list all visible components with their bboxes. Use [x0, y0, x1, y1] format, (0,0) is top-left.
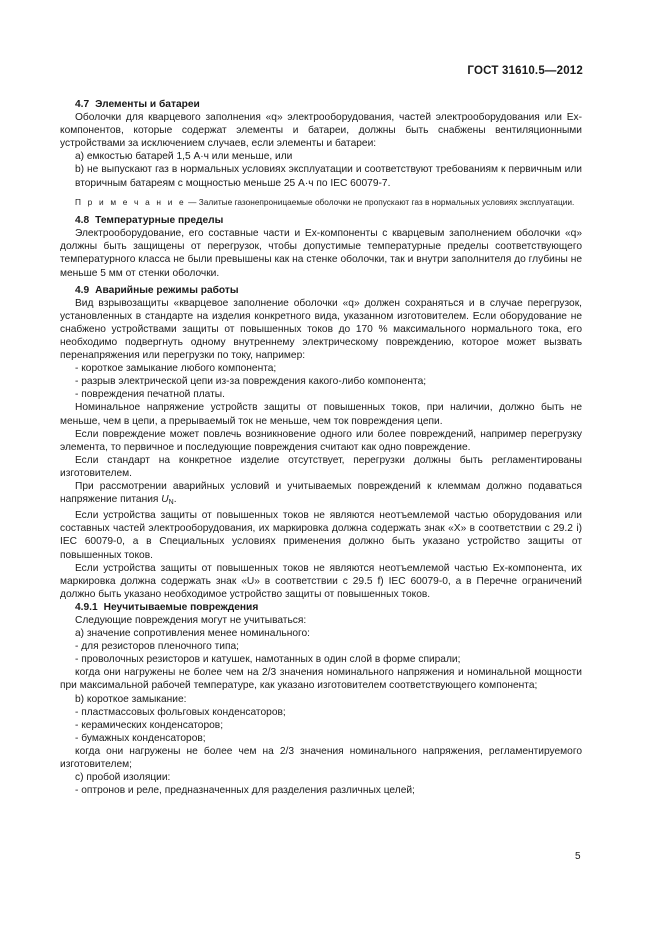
list-item: - повреждения печатной платы. — [75, 389, 225, 401]
section-4-9-heading: 4.9 Аварийные режимы работы — [75, 284, 239, 296]
section-4-9-1-heading: 4.9.1 Неучитываемые повреждения — [75, 601, 259, 613]
list-item: - бумажных конденсаторов; — [75, 732, 206, 744]
voltage-symbol: U — [161, 494, 169, 506]
list-item: b) не выпускают газ в нормальных условиях эксплуатации и соответствуют требованиям к первичным или вторичным батареям с мощностью меньше 25 А·ч по IEC 60079-7. — [75, 164, 582, 189]
list-item: - пластмассовых фольговых конденсаторов; — [75, 706, 286, 718]
list-item: - проволочных резисторов и катушек, намотанных в один слой в форме спирали; — [75, 654, 461, 666]
list-item: а) емкостью батарей 1,5 А·ч или меньше, или — [75, 151, 293, 163]
paragraph: когда они нагружены не более чем на 2/3 значения номинального напряжения и номинальной мощности при максимальной рабочей температуре, как указано изготовителем соответствующего компонента; — [60, 667, 582, 692]
list-item: c) пробой изоляции: — [75, 772, 171, 784]
document-code: ГОСТ 31610.5—2012 — [467, 65, 583, 77]
list-item: - разрыв электрической цепи из-за повреждения какого-либо компонента; — [75, 376, 427, 388]
paragraph: Электрооборудование, его составные части и Ex-компоненты с кварцевым заполнением оболочки «q» должны быть защищены от перегрузок, чтобы допустимые температурные пределы соответствующего температурного класса не были превышены как на стенке оболочки, так и внутри заполнителя до глубины не меньше 5 мм от стенки оболочки. — [60, 228, 582, 279]
section-4-8-heading: 4.8 Температурные пределы — [75, 215, 224, 227]
paragraph: Если повреждение может повлечь возникновение одного или более повреждений, например перегрузку элемента, то первичное и последующие повреждения считают как одно повреждение. — [60, 428, 582, 453]
paragraph: когда они нагружены не более чем на 2/3 значения номинального напряжения, регламентируемого изготовителем; — [60, 745, 582, 770]
document-body — [60, 94, 582, 797]
paragraph: Вид взрывозащиты «кварцевое заполнение оболочки «q» должен сохраняться и в случае перегрузок, установленных в стандарте на изделия конкретного вида, указанном изготовителем. Если оборудование не снабжено устройствами защиты от повышенных токов до 170 % максимального нормального тока, его необходимо подвергнуть одному внутреннему электрическому повреждению, которое может вызвать перенапряжения или перегрузки по току, например: — [60, 297, 582, 362]
paragraph: При рассмотрении аварийных условий и учитываемых повреждений к клеммам должно подаваться напряжение питания $U_N$. — [60, 481, 582, 507]
list-item: а) значение сопротивления менее номинального: — [75, 628, 310, 640]
page-number: 5 — [575, 851, 581, 862]
paragraph: Оболочки для кварцевого заполнения «q» электрооборудования, частей электрооборудования или Ex-компонентов, которые содержат элементы и батареи, должны быть снабжены вентиляционными устройствами за исключением случаев, если элементы и батареи: — [60, 112, 582, 150]
note: П р и м е ч а н и е — Залитые газонепроницаемые оболочки не пропускают газ в нормальных условиях эксплуатации. — [75, 196, 575, 207]
paragraph: Номинальное напряжение устройств защиты от повышенных токов, при наличии, должно быть не меньше, чем в цепи, а прерываемый ток не меньше, чем ток повреждения цепи. — [60, 402, 582, 427]
paragraph: Если устройства защиты от повышенных токов не являются неотъемлемой частью Ex-компонента, их маркировка должна содержать знак «U» в соответствии с 29.5 f) IEC 60079-0, а в Перечне ограничений должно быть указано необходимое устройство защиты от повышенных токов. — [60, 562, 582, 600]
list-item: - керамических конденсаторов; — [75, 719, 224, 731]
section-4-7-heading: 4.7 Элементы и батареи — [75, 99, 200, 110]
paragraph: Если стандарт на конкретное изделие отсутствует, перегрузки должны быть регламентированы изготовителем. — [60, 454, 582, 479]
list-item: - короткое замыкание любого компонента; — [75, 363, 277, 375]
paragraph: Следующие повреждения могут не учитываться: — [75, 614, 307, 626]
list-item: - оптронов и реле, предназначенных для разделения различных целей; — [75, 785, 415, 797]
list-item: - для резисторов пленочного типа; — [75, 641, 239, 653]
paragraph: Если устройства защиты от повышенных токов не являются неотъемлемой частью оборудования или составных частей электрооборудования, их маркировка должна содержать знак «X» в соответствии с 29.2 i) IEC 60079-0, а в Специальных условиях применения должно быть указано устройство защиты от повышенных токов. — [60, 510, 582, 561]
list-item: b) короткое замыкание: — [75, 693, 187, 705]
